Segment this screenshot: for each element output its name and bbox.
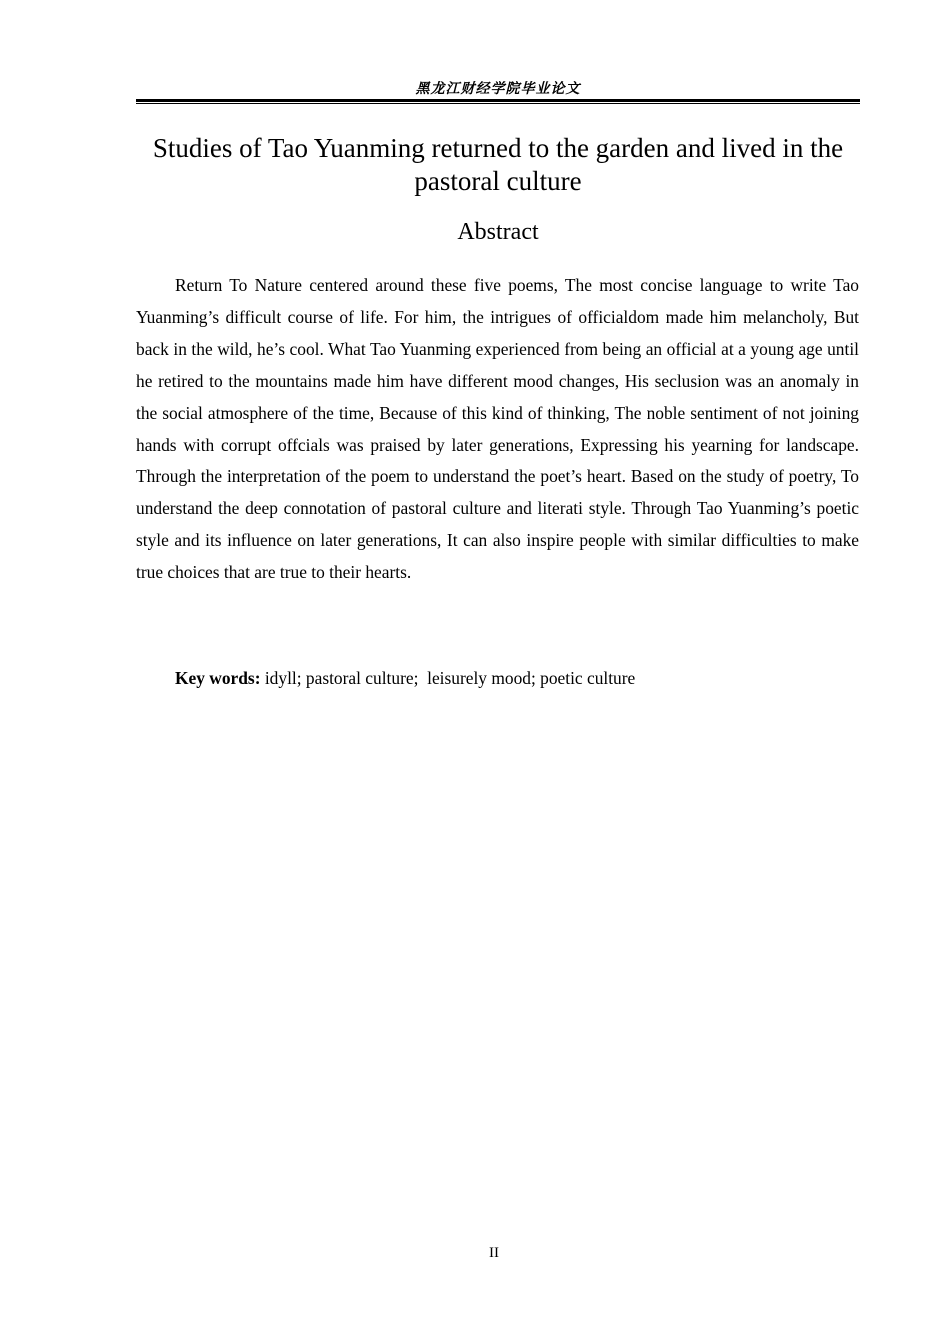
keywords-label: Key words:: [175, 668, 261, 688]
abstract-heading: Abstract: [457, 219, 539, 245]
document-title: Studies of Tao Yuanming returned to the garden and lived in the pastoral culture: [152, 133, 844, 196]
header-rule-thick: [136, 99, 860, 102]
abstract-body: Return To Nature centered around these five poems, The most concise language to write Tao Yuanming’s difficult course of life. For him, the intrigues of officialdom made him melancholy, But back in the wild, he’s cool. What Tao Yuanming experienced from being an official at a young age until he retired to the mountains made him have different mood changes, His seclusion was an anomaly in the social atmosphere of the time, Because of this kind of thinking, The noble sentiment of not joining hands with corrupt offcials was praised by later generations, Expressing his yearning for landscape. Through the interpretation of the poem to understand the poet’s heart. Based on the study of poetry, To understand the deep connotation of pastoral culture and literati style. Through Tao Yuanming’s poetic style and its influence on later generations, It can also inspire people with similar difficulties to make true choices that are true to their hearts.: [136, 275, 859, 583]
header-rule-thin: [136, 103, 860, 104]
keywords-line: [136, 662, 860, 694]
keywords-text: idyll; pastoral culture; leisurely mood; poetic culture: [260, 668, 636, 688]
page-number: II: [489, 1245, 499, 1261]
header-rule: [136, 99, 860, 105]
running-header: 黑龙江财经学院毕业论文: [415, 81, 581, 97]
